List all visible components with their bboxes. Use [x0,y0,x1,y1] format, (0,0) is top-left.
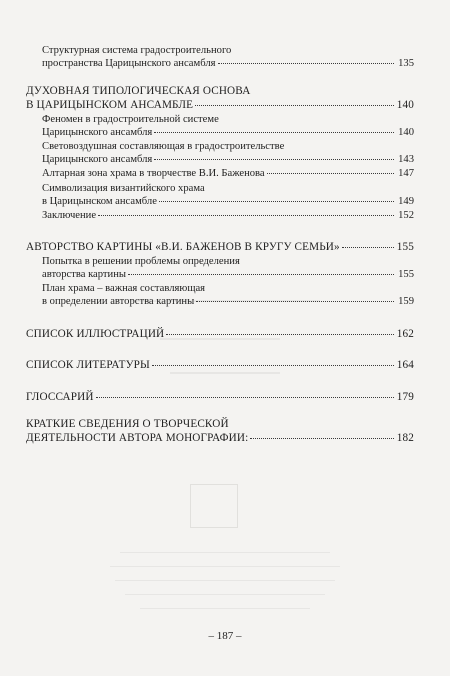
toc-entry-text: пространства Царицынского ансамбля [42,58,216,70]
dot-leader [128,274,394,275]
toc-entry-temple-plan[interactable] [26,282,414,308]
dot-leader [342,247,394,248]
dot-leader [195,105,394,106]
toc-page-number: 162 [396,327,414,340]
bleed-through-mark [140,608,310,609]
toc-entry-text: Символизация византийского храма [42,182,205,194]
toc-entry-text: Структурная система градостроительного [42,45,232,56]
toc-section-author-info[interactable] [26,418,414,445]
toc-section-title: КРАТКИЕ СВЕДЕНИЯ О ТВОРЧЕСКОЙ [26,418,229,431]
bleed-through-mark [125,594,325,595]
dot-leader [154,132,394,133]
toc-section-title: СПИСОК ЛИТЕРАТУРЫ [26,359,150,372]
bleed-through-mark [120,552,330,553]
toc-section-illustrations[interactable] [26,328,414,342]
toc-page-number: 140 [396,99,414,111]
toc-section-title: В ЦАРИЦЫНСКОМ АНСАМБЛЕ [26,99,194,111]
toc-entry-attempt-solution[interactable] [26,255,414,281]
toc-page-number: 182 [396,432,414,444]
toc-entry-light-air[interactable] [26,140,414,166]
table-of-contents [26,44,414,446]
toc-entry-text: Царицынского ансамбля [42,126,153,138]
toc-entry-text: Попытка в решении проблемы определения [42,255,240,267]
toc-page-number: 155 [396,241,414,254]
toc-section-spiritual-typology[interactable] [26,85,414,112]
toc-entry-byzantine-symbolism[interactable] [26,182,414,208]
toc-section-literature[interactable] [26,359,414,373]
toc-entry-text: Царицынского ансамбля [42,154,153,166]
toc-section-title: ДЕЯТЕЛЬНОСТИ АВТОРА МОНОГРАФИИ: [26,432,249,444]
toc-page-number: 159 [398,296,414,308]
toc-entry-conclusion[interactable] [26,209,414,222]
dot-leader [152,365,394,366]
dot-leader [159,201,394,202]
dot-leader [98,215,394,216]
toc-page-number: 179 [396,390,414,403]
toc-page-number: 155 [398,269,414,281]
toc-entry-text: План храма – важная составляющая [42,283,206,295]
toc-page-number: 140 [398,126,414,138]
page-number-footer: – 187 – [208,630,242,642]
toc-entry-text: Алтарная зона храма в творчестве В.И. Баженова [42,168,265,180]
bleed-through-mark [110,566,340,567]
toc-page-number: 152 [398,210,414,222]
bleed-through-mark [115,580,335,581]
toc-entry-text: Феномен в градостроительной системе [42,113,219,125]
toc-entry-text: авторства картины [42,269,126,281]
toc-entry-altar-zone[interactable] [26,167,414,180]
dot-leader [250,438,394,439]
toc-page-number: 149 [398,195,414,207]
toc-entry-text: в определении авторства картины [42,296,195,308]
toc-section-title: АВТОРСТВО КАРТИНЫ «В.И. БАЖЕНОВ В КРУГУ СЕМЬИ» [26,241,340,254]
toc-entry-phenomenon[interactable] [26,113,414,139]
toc-page-number: 135 [398,58,414,70]
toc-section-glossary[interactable] [26,391,414,405]
dot-leader [218,63,394,64]
toc-page-number: 147 [398,168,414,180]
toc-entry-text: в Царицынском ансамбле [42,195,157,207]
bleed-through-emblem [190,484,238,528]
toc-section-title: СПИСОК ИЛЛЮСТРАЦИЙ [26,327,165,340]
toc-page-number: 143 [398,154,414,166]
dot-leader [166,334,394,335]
dot-leader [267,173,394,174]
toc-section-title: ДУХОВНАЯ ТИПОЛОГИЧЕСКАЯ ОСНОВА [26,85,251,98]
toc-entry-text: Световоздушная составляющая в градостроительстве [42,141,285,152]
toc-section-painting-authorship[interactable] [26,241,414,255]
dot-leader [154,159,394,160]
dot-leader [196,301,394,302]
toc-entry-text: Заключение [42,210,97,222]
dot-leader [96,397,394,398]
toc-page-number: 164 [396,359,414,372]
toc-section-title: ГЛОССАРИЙ [26,390,94,403]
toc-entry-structural-system[interactable] [26,44,414,70]
